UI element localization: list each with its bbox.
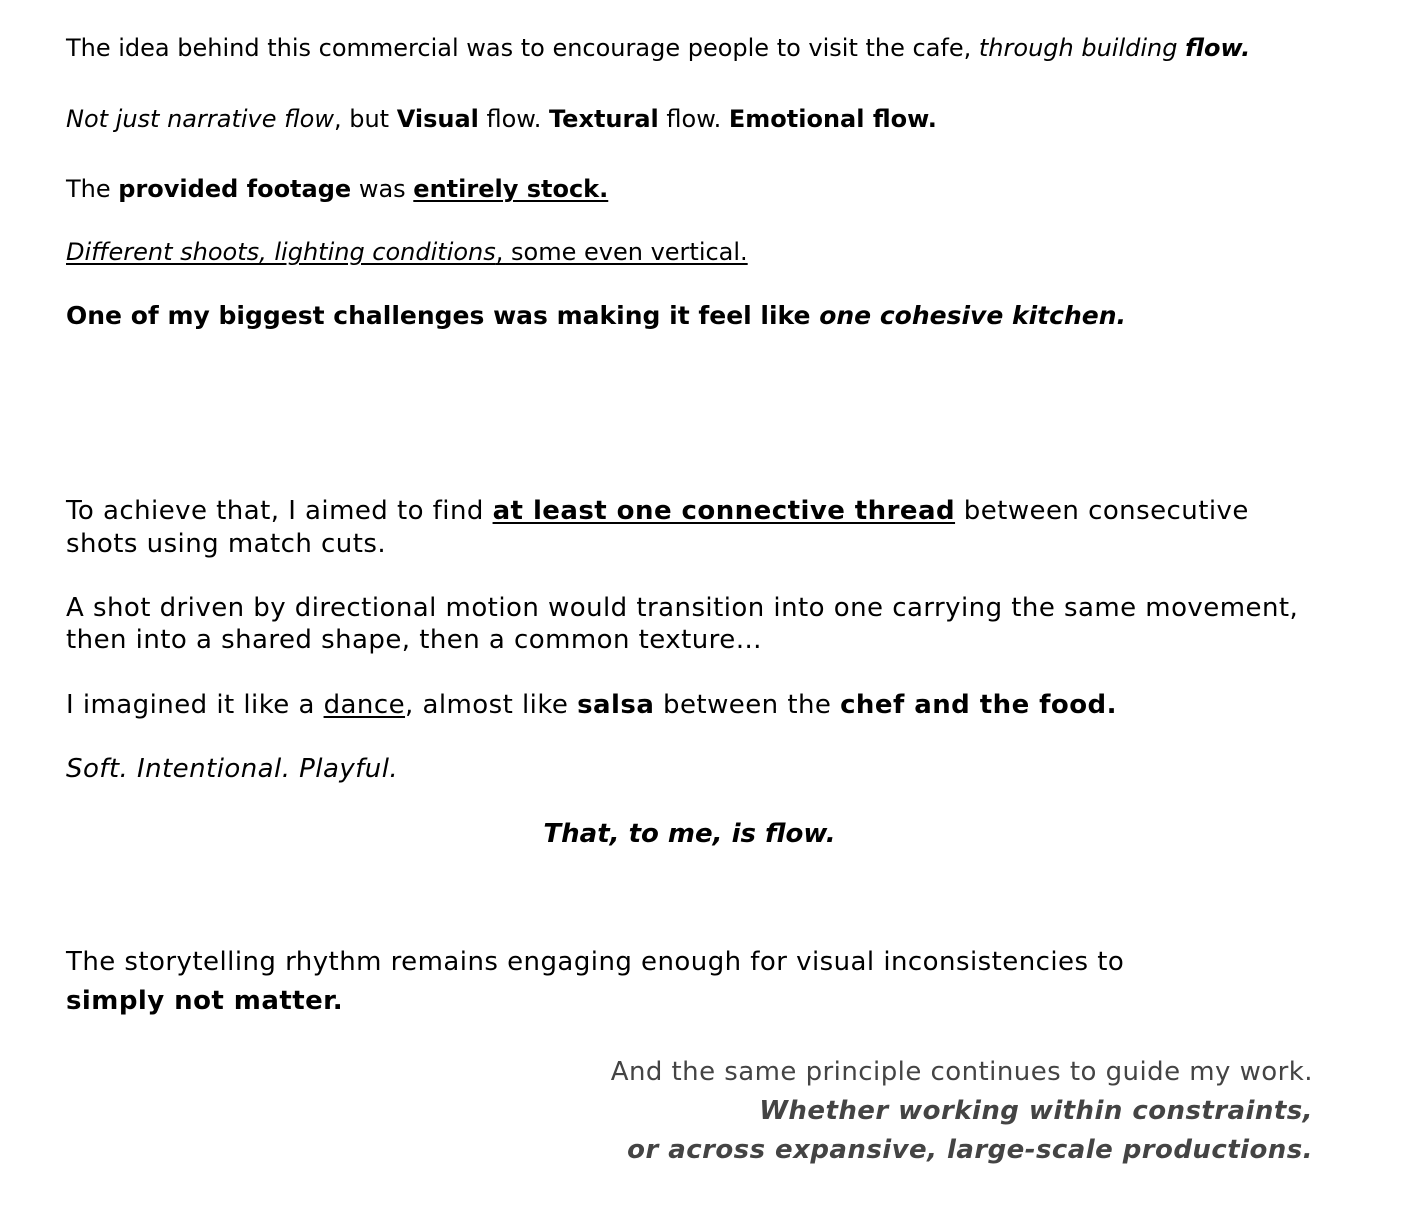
bold-italic-text: Whether working within constraints, — [759, 1096, 1313, 1126]
italic-text: Not just narrative flow — [66, 105, 334, 133]
paragraph-intro — [66, 32, 1250, 64]
bold-underlined-text: entirely stock. — [413, 175, 609, 203]
text-span: The — [66, 175, 119, 203]
bold-text: Textural — [549, 105, 659, 133]
text-span: To achieve that, I aimed to find — [66, 496, 493, 526]
closing-line1 — [611, 1056, 1313, 1088]
paragraph-rhythm-line2 — [66, 985, 343, 1017]
bold-text: chef and the food. — [840, 690, 1117, 720]
bold-text: provided footage — [118, 175, 352, 203]
underlined-text: , some even vertical. — [495, 238, 748, 266]
bold-text: One of my biggest challenges was making it feel like — [66, 301, 820, 330]
paragraph-footage — [66, 173, 608, 205]
text-span: A shot driven by directional motion would transition into one carrying the same movement, — [66, 593, 1299, 623]
paragraph-motion-line1 — [66, 592, 1298, 624]
bold-italic-text: or across expansive, large-scale productions. — [627, 1135, 1313, 1165]
paragraph-rhythm-line1 — [66, 946, 1124, 978]
italic-text: through building — [978, 34, 1186, 62]
paragraph-achieve-line1 — [66, 495, 1249, 527]
bold-text: salsa — [577, 690, 655, 720]
italic-underlined-text: Different shoots, lighting conditions — [66, 238, 496, 266]
paragraph-challenge — [66, 300, 1126, 332]
paragraph-shoots — [66, 236, 748, 268]
bold-italic-text: That, to me, is flow. — [543, 819, 836, 849]
closing-line3 — [627, 1134, 1313, 1166]
text-span: between consecutive — [955, 496, 1249, 526]
italic-text: Soft. Intentional. Playful. — [66, 754, 399, 784]
bold-italic-text: one cohesive kitchen. — [819, 301, 1126, 330]
text-span: was — [351, 175, 414, 203]
bold-text: Emotional flow. — [728, 105, 937, 133]
paragraph-motion-line2 — [66, 624, 762, 656]
paragraph-that-is-flow — [0, 818, 1379, 850]
text-span: , but — [333, 105, 397, 133]
bold-text: Visual — [396, 105, 479, 133]
text-span: And the same principle continues to guide my work. — [610, 1057, 1313, 1087]
paragraph-flow-types — [66, 103, 937, 135]
text-span: The idea behind this commercial was to encourage people to visit the cafe, — [66, 34, 979, 62]
text-span: The storytelling rhythm remains engaging enough for visual inconsistencies to — [66, 947, 1125, 977]
text-span: then into a shared shape, then a common texture… — [66, 625, 763, 655]
text-span: , almost like — [405, 690, 578, 720]
bold-italic-text: flow. — [1185, 34, 1251, 62]
text-span: shots using match cuts. — [66, 529, 387, 559]
paragraph-soft — [66, 753, 398, 785]
paragraph-achieve-line2 — [66, 528, 386, 560]
text-span: I imagined it like a — [66, 690, 324, 720]
closing-line2 — [759, 1095, 1313, 1127]
bold-text: simply not matter. — [66, 986, 344, 1016]
text-span: between the — [654, 690, 841, 720]
paragraph-dance — [66, 689, 1117, 721]
bold-underlined-text: at least one connective thread — [492, 496, 956, 526]
underlined-text: dance — [323, 690, 406, 720]
text-span: flow. — [658, 105, 729, 133]
text-span: flow. — [478, 105, 549, 133]
